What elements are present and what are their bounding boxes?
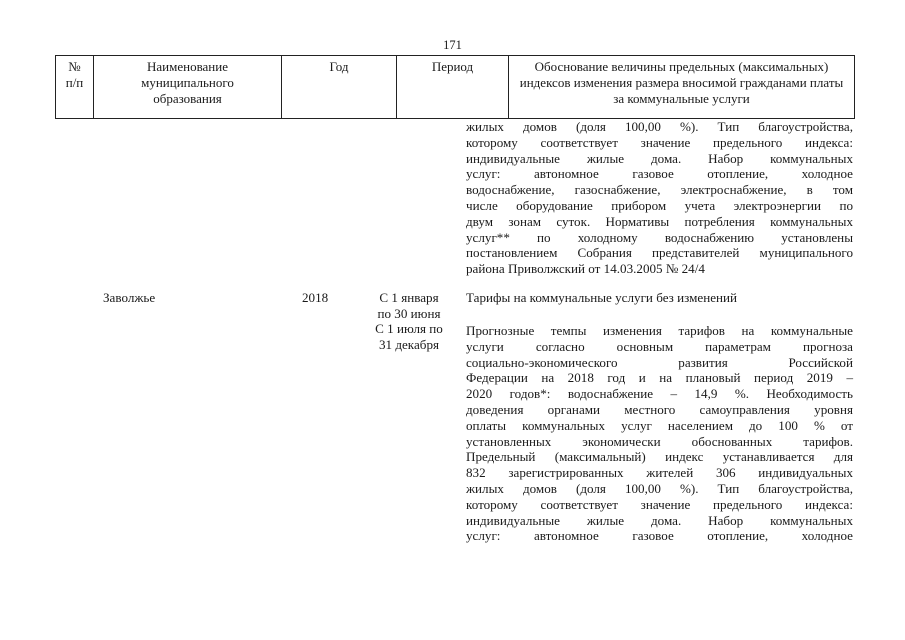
text-line: услуги согласно основным параметрам прогноза — [466, 338, 853, 354]
text-line: Предельный (максимальный) индекс устанавливается для — [466, 449, 853, 465]
header-justification-line: индексов изменения размера вносимой гражданами платы — [519, 75, 844, 90]
text-line: 832 зарегистрированных жителей 306 индивидуальных — [466, 465, 853, 481]
header-municipality-line: муниципального — [141, 75, 234, 90]
text-line: оплаты коммунальных услуг населением до 100 % от — [466, 417, 853, 433]
text-line: индивидуальные жилые дома. Набор коммунальных — [466, 150, 853, 166]
header-justification-line: за коммунальные услуги — [613, 91, 750, 106]
header-justification-line: Обоснование величины предельных (максимальных) — [534, 59, 829, 74]
text-line: услуг** по холодному водоснабжению установлены — [466, 229, 853, 245]
page-number: 171 — [443, 38, 462, 52]
text-line: услуг: автономное газовое отопление, холодное — [466, 166, 853, 182]
text-line: жилых домов (доля 100,00 %). Тип благоустройства, — [466, 119, 853, 134]
municipality-name: Заволжье — [103, 290, 156, 305]
text-line: двум зонам суток. Нормативы потребления коммунальных — [466, 213, 853, 229]
period-line: по 30 июня — [377, 305, 441, 321]
text-line: постановлением Собрания представителей муниципального — [466, 245, 853, 261]
text-line: социально-экономического развития Российской — [466, 354, 853, 370]
header-municipality — [93, 56, 281, 118]
header-number — [55, 56, 93, 118]
text-line: Федерации на 2018 год и на плановый период 2019 – — [466, 370, 853, 386]
table-header — [55, 55, 855, 119]
header-year: Год — [281, 56, 396, 118]
header-municipality-line: Наименование — [147, 59, 228, 74]
text-line: Прогнозные темпы изменения тарифов на коммунальные — [466, 323, 853, 338]
text-line: числе оборудование прибором учета электроэнергии по — [466, 197, 853, 213]
header-number-line: № — [68, 59, 81, 74]
period-line: С 1 января — [379, 290, 439, 305]
period-first-half — [364, 290, 454, 322]
header-justification — [508, 56, 855, 118]
period-line: 31 декабря — [378, 336, 440, 352]
header-period: Период — [396, 56, 508, 118]
period-second-half — [364, 321, 454, 353]
text-line: 2020 годов*: водоснабжение – 14,9 %. Необходимость — [466, 386, 853, 402]
year-value: 2018 — [302, 290, 329, 305]
text-line: которому соответствует значение предельного индекса: — [466, 496, 853, 512]
header-municipality-line: образования — [153, 91, 222, 106]
text-line: доведения органами местного самоуправления уровня — [466, 401, 853, 417]
text-line: водоснабжение, газоснабжение, электроснабжение, в том — [466, 182, 853, 198]
text-line: жилых домов (доля 100,00 %). Тип благоустройства, — [466, 480, 853, 496]
text-line: индивидуальные жилые дома. Набор коммунальных — [466, 512, 853, 528]
text-line: района Приволжский от 14.03.2005 № 24/4 — [466, 261, 705, 277]
header-number-line: п/п — [65, 75, 84, 90]
text-line: установленных экономически обоснованных тарифов. — [466, 433, 853, 449]
period-line: С 1 июля по — [375, 321, 443, 336]
text-line: которому соответствует значение предельного индекса: — [466, 134, 853, 150]
continued-justification-text — [466, 119, 853, 277]
tariffs-unchanged-text: Тарифы на коммунальные услуги без изменений — [466, 290, 738, 305]
forecast-justification-text — [466, 323, 853, 544]
text-line: услуг: автономное газовое отопление, холодное — [466, 528, 853, 544]
